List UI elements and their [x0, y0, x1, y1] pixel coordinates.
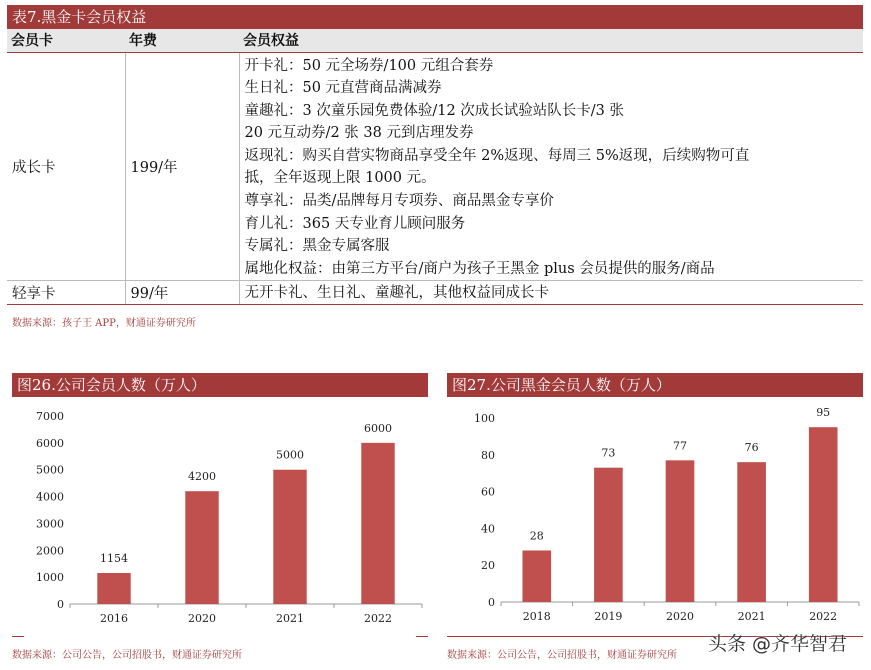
y-tick-label: 1000	[36, 571, 64, 585]
y-tick-label: 3000	[36, 517, 64, 531]
chart-left-source: 数据来源：公司公告，公司招股书，财通证券研究所	[12, 650, 242, 661]
data-label: 95	[816, 406, 831, 420]
benefit-line: 属地化权益：由第三方平台/商户为孩子王黑金 plus 会员提供的服务/商品	[244, 260, 715, 277]
watermark: 头条 @齐华智君	[707, 633, 847, 655]
x-tick-label: 2022	[364, 612, 392, 625]
chart-left-title: 图26.公司会员人数（万人）	[12, 373, 428, 397]
bar-2018	[522, 550, 551, 602]
y-tick-label: 40	[481, 522, 495, 536]
y-tick-label: 80	[481, 448, 495, 462]
bar-2020	[666, 460, 695, 602]
y-tick-label: 7000	[36, 410, 64, 423]
x-tick-label: 2021	[737, 610, 766, 623]
y-tick-label: 0	[57, 598, 64, 611]
table-title: 表7.黑金卡会员权益	[7, 5, 863, 29]
benefit-line: 无开卡礼、生日礼、童趣礼，其他权益同成长卡	[244, 284, 549, 301]
member-count-chart	[12, 402, 428, 630]
bar-2022	[361, 443, 394, 604]
y-tick-label: 5000	[36, 463, 64, 477]
bar-2019	[594, 468, 623, 602]
y-tick-label: 0	[488, 596, 495, 609]
bar-2021	[737, 462, 766, 602]
data-label: 5000	[276, 448, 304, 462]
y-tick-label: 60	[481, 485, 495, 499]
benefit-line: 开卡礼：50 元全场券/100 元组合套券	[244, 57, 494, 74]
benefit-line: 20 元互动券/2 张 38 元到店理发券	[244, 125, 474, 142]
header-benefits: 会员权益	[239, 29, 863, 52]
x-tick-label: 2018	[522, 610, 551, 623]
data-label: 1154	[100, 552, 128, 566]
data-label: 6000	[364, 421, 392, 435]
table-row	[7, 281, 863, 305]
benefit-line: 抵，全年返现上限 1000 元。	[244, 170, 436, 187]
black-gold-member-chart	[447, 402, 863, 630]
bar-2021	[273, 470, 306, 604]
benefit-line: 专属礼：黑金专属客服	[244, 238, 390, 255]
y-tick-label: 6000	[36, 436, 64, 450]
x-tick-label: 2020	[188, 612, 216, 625]
y-tick-label: 100	[474, 412, 495, 425]
benefit-line: 尊享礼：品类/品牌每月专项券、商品黑金专享价	[244, 193, 554, 210]
bar-2016	[97, 573, 130, 604]
header-fee: 年费	[125, 29, 239, 52]
data-label: 76	[744, 441, 759, 455]
x-tick-label: 2019	[594, 610, 623, 623]
footer-divider-left-end	[416, 636, 428, 637]
card-name: 轻享卡	[7, 281, 125, 305]
chart-right-source: 数据来源：公司公告，公司招股书，财通证券研究所	[447, 650, 677, 661]
benefit-line: 生日礼：50 元直营商品满减券	[244, 80, 442, 97]
table-source: 数据来源：孩子王 APP，财通证券研究所	[12, 318, 196, 329]
benefit-line: 童趣礼：3 次童乐园免费体验/12 次成长试验站队长卡/3 张	[244, 102, 624, 119]
y-tick-label: 4000	[36, 490, 64, 504]
bar-2022	[809, 427, 838, 602]
y-tick-label: 2000	[36, 544, 64, 558]
bar-2020	[185, 491, 218, 604]
footer-divider-left-start	[12, 636, 24, 637]
header-card: 会员卡	[7, 29, 125, 52]
x-tick-label: 2022	[809, 610, 838, 623]
membership-table	[7, 29, 863, 305]
x-tick-label: 2020	[666, 610, 694, 623]
table-header-row	[7, 29, 863, 52]
y-tick-label: 20	[481, 559, 495, 573]
x-tick-label: 2016	[100, 612, 128, 625]
card-name: 成长卡	[7, 52, 125, 281]
table-row	[7, 52, 863, 281]
data-label: 73	[601, 446, 616, 460]
benefit-line: 返现礼：购买自营实物商品享受全年 2%返现、每周三 5%返现，后续购物可直	[244, 147, 750, 164]
data-label: 28	[529, 529, 544, 543]
card-fee: 99/年	[125, 281, 239, 305]
benefits-cell	[239, 281, 863, 305]
data-label: 4200	[188, 470, 216, 484]
benefit-line: 育儿礼：365 天专业育儿顾问服务	[244, 215, 466, 232]
x-tick-label: 2021	[276, 612, 304, 625]
data-label: 77	[673, 439, 687, 453]
benefits-cell	[239, 52, 863, 281]
card-fee: 199/年	[125, 52, 239, 281]
chart-right-title: 图27.公司黑金会员人数（万人）	[447, 373, 863, 397]
